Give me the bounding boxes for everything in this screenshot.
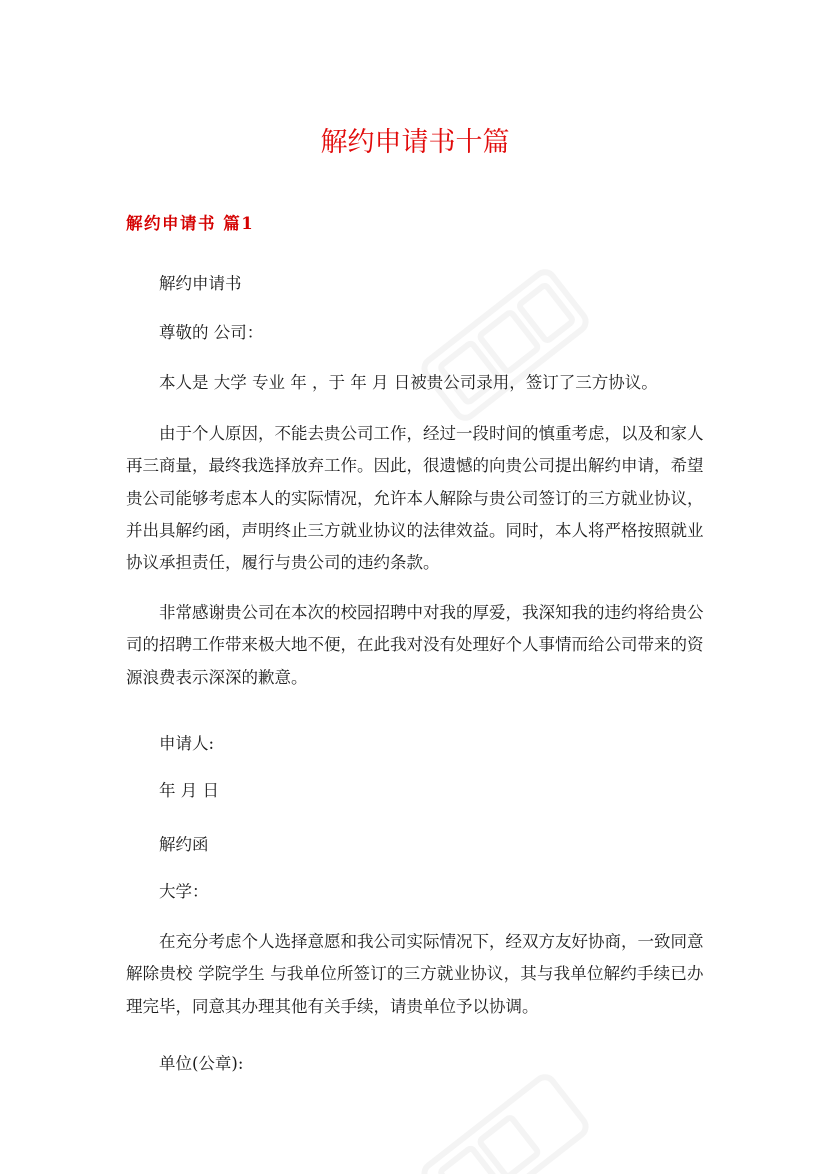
paragraph-applicant — [126, 728, 704, 760]
paragraph-line: 尊敬的 公司： — [159, 323, 264, 342]
paragraph-line: 单位(公章): — [159, 1054, 244, 1073]
paragraph-line: 由于个人原因，不能去贵公司工作，经过一段时间的慎重考虑，以及和家人 — [159, 424, 704, 443]
watermark-shape — [420, 1073, 589, 1174]
paragraph-apology — [126, 597, 704, 694]
paragraph-letter-title — [126, 268, 704, 300]
watermark-outline — [420, 1073, 589, 1174]
paragraph-line: 理完毕，同意其办理其他有关手续，请贵单位予以协调。 — [126, 996, 539, 1016]
paragraph-line: 司的招聘工作带来极大地不便，在此我对没有处理好个人事情而给公司带来的资 — [126, 635, 704, 655]
paragraph-reason — [126, 418, 704, 579]
paragraph-line: 并出具解约函，声明终止三方就业协议的法律效益。同时，本人将严格按照就业 — [126, 520, 704, 540]
watermark-inner — [479, 1116, 539, 1174]
paragraph-university-salutation — [126, 876, 704, 908]
paragraph-salutation — [126, 317, 704, 349]
paragraph-line: 在充分考虑个人选择意愿和我公司实际情况下，经双方友好协商，一致同意 — [159, 932, 704, 951]
paragraph-company-seal — [126, 1048, 704, 1080]
paragraph-line: 解约函 — [159, 835, 209, 854]
paragraph-line: 非常感谢贵公司在本次的校园招聘中对我的厚爱，我深知我的违约将给贵公 — [159, 603, 704, 622]
paragraph-line: 再三商量，最终我选择放弃工作。因此，很遗憾的向贵公司提出解约申请，希望 — [126, 456, 704, 476]
paragraph-termination-body — [126, 926, 704, 1023]
paragraph-line: 协议承担责任，履行与贵公司的违约条款。 — [126, 553, 440, 572]
paragraph-line: 源浪费表示深深的歉意。 — [126, 667, 308, 687]
paragraph-introduction — [126, 367, 704, 399]
paragraph-line: 贵公司能够考虑本人的实际情况，允许本人解除与贵公司签订的三方就业协议， — [126, 488, 704, 508]
paragraph-line: 大学： — [159, 882, 209, 901]
paragraph-line: 解除贵校 学院学生 与我单位所签订的三方就业协议，其与我单位解约手续已办 — [126, 964, 704, 984]
paragraph-date — [126, 775, 704, 807]
document-title: 解约申请书十篇 — [320, 127, 510, 158]
paragraph-line: 本人是 大学 专业 年 ，于 年 月 日被贵公司录用，签订了三方协议。 — [159, 373, 658, 392]
paragraph-line: 解约申请书 — [159, 274, 242, 293]
paragraph-termination-letter-title — [126, 829, 704, 861]
paragraph-line: 年 月 日 — [159, 781, 219, 800]
paragraph-line: 申请人: — [159, 734, 215, 753]
watermark-inner — [440, 1147, 500, 1174]
section-heading: 解约申请书 篇1 — [126, 214, 255, 233]
